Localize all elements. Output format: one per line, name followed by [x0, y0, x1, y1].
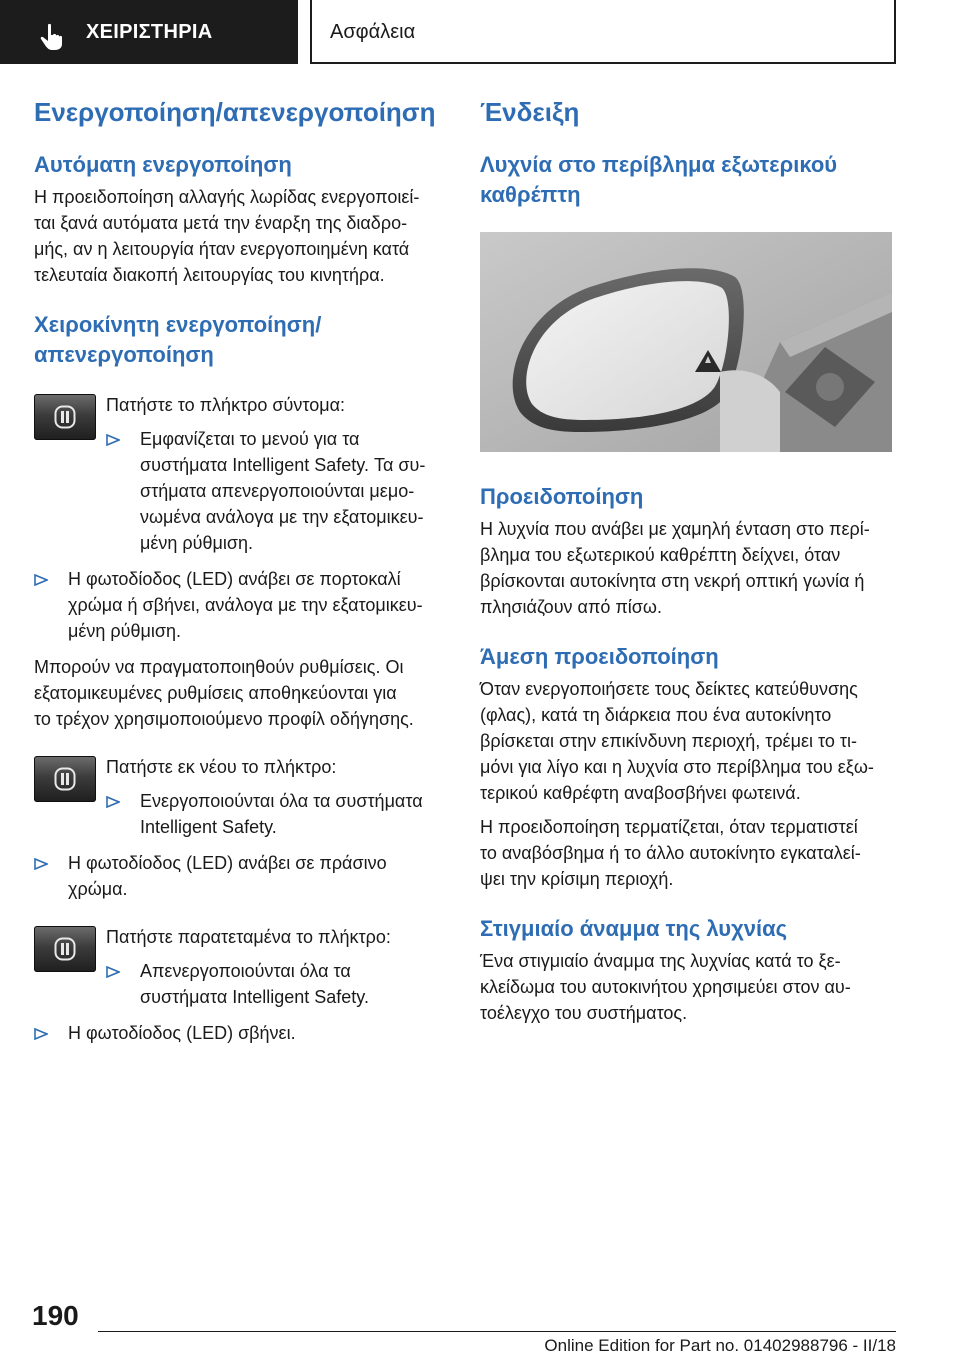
left-column	[34, 96, 446, 1046]
intelligent-safety-icon	[54, 767, 76, 791]
page-title-activation: Ενεργοποίηση/απενεργοποίηση	[34, 97, 436, 127]
triangle-bullet-icon	[34, 574, 48, 586]
triangle-bullet-icon	[34, 858, 48, 870]
step-press-again	[34, 754, 446, 840]
intelligent-safety-button[interactable]	[34, 756, 96, 802]
settings-note: Μπορούν να πραγματοποιηθούν ρυθμίσεις. Οι εξατομικευμένες ρυθμίσεις αποθηκεύονται για το τρέχον χρησιμοποιούμενο προφίλ οδήγησης.	[34, 657, 414, 729]
section-label: Ασφάλεια	[330, 21, 416, 43]
manual-activation-heading: Χειροκίνητη ενεργοποίηση/ απενεργοποίηση	[34, 312, 322, 367]
lamp-flash-heading: Στιγμιαίο άναμμα της λυχνίας	[480, 916, 788, 941]
step-long-press	[34, 924, 446, 1010]
chapter-label: ΧΕΙΡΙΣΤΗΡΙΑ	[86, 21, 213, 43]
step3-instruction: Πατήστε παρατεταμένα το πλήκτρο:	[106, 927, 391, 947]
auto-activation-text: Η προειδοποίηση αλλαγής λωρίδας ενεργοποιεί- ται ξανά αυτόματα μετά την έναρξη της διαδρο- μής, αν η λειτουργία ήταν ενεργοποιημένη κατά τελευταία διακοπή λειτουργίας του κινητήρα.	[34, 187, 420, 285]
intelligent-safety-icon	[54, 937, 76, 961]
lamp-flash-text: Ένα στιγμιαίο άναμμα της λυχνίας κατά το ξε- κλείδωμα του αυτοκινήτου χρησιμεύει στον αυ- τοέλεγχο του συστήματος.	[480, 951, 851, 1023]
indicator-title: Ένδειξη	[480, 97, 580, 127]
chapter-tab	[0, 0, 298, 64]
triangle-bullet-icon	[34, 1028, 48, 1040]
step1-bullet-2: Η φωτοδίοδος (LED) ανάβει σε πορτοκαλί χρώμα ή σβήνει, ανάλογα με την εξατομικευ- μένη ρύθμιση.	[34, 566, 446, 644]
footer-divider	[98, 1331, 896, 1332]
step3-bullet-2: Η φωτοδίοδος (LED) σβήνει.	[34, 1020, 446, 1046]
pointing-hand-icon	[38, 22, 68, 52]
step-short-press	[34, 392, 446, 556]
edition-note: Online Edition for Part no. 01402988796 - II/18	[544, 1336, 896, 1355]
step3-bullet-1: Απενεργοποιούνται όλα τα συστήματα Intelligent Safety.	[106, 958, 446, 1010]
intelligent-safety-icon	[54, 405, 76, 429]
triangle-bullet-icon	[106, 434, 120, 446]
immediate-warning-heading: Άμεση προειδοποίηση	[480, 644, 719, 669]
warning-text: Η λυχνία που ανάβει με χαμηλή ένταση στο περί- βλημα του εξωτερικού καθρέπτη δείχνει, όταν βρίσκονται αυτοκίνητα στη νεκρή οπτική γωνία ή πλησιάζουν από πίσω.	[480, 519, 870, 617]
side-mirror-illustration	[480, 232, 892, 452]
section-tab	[310, 0, 896, 64]
warning-end-text: Η προειδοποίηση τερματίζεται, όταν τερματιστεί το αναβόσβημα ή το άλλο αυτοκίνητο εγκαταλεί- ψει την κρίσιμη περιοχή.	[480, 817, 861, 889]
mirror-lamp-photo	[480, 232, 892, 452]
step2-bullet-2: Η φωτοδίοδος (LED) ανάβει σε πράσινο χρώμα.	[34, 850, 446, 902]
triangle-bullet-icon	[106, 796, 120, 808]
auto-activation-heading: Αυτόματη ενεργοποίηση	[34, 152, 292, 177]
intelligent-safety-button[interactable]	[34, 394, 96, 440]
page-number: 190	[32, 1300, 79, 1331]
step1-instruction: Πατήστε το πλήκτρο σύντομα:	[106, 395, 346, 415]
right-column	[480, 96, 892, 1026]
step2-instruction: Πατήστε εκ νέου το πλήκτρο:	[106, 757, 337, 777]
warning-heading: Προειδοποίηση	[480, 484, 644, 509]
mirror-lamp-heading: Λυχνία στο περίβλημα εξωτερικού καθρέπτη	[480, 152, 838, 207]
intelligent-safety-button[interactable]	[34, 926, 96, 972]
immediate-warning-text: Όταν ενεργοποιήσετε τους δείκτες κατεύθυνσης (φλας), κατά τη διάρκεια που ένα αυτοκίνητο βρίσκεται στην επικίνδυνη περιοχή, τρέμει το τι- μόνι για λίγο και η λυχνία στο περίβλημα του εξω- τερικού καθρέφτη αναβοσβήνει φωτεινά.	[480, 679, 874, 803]
step1-bullet-1: Εμφανίζεται το μενού για τα συστήματα Intelligent Safety. Τα συ- στήματα απενεργοποιούνται μεμο- νωμένα ανάλογα με την εξατομικευ- μένη ρύθμιση.	[106, 426, 446, 556]
triangle-bullet-icon	[106, 966, 120, 978]
step2-bullet-1: Ενεργοποιούνται όλα τα συστήματα Intelligent Safety.	[106, 788, 446, 840]
